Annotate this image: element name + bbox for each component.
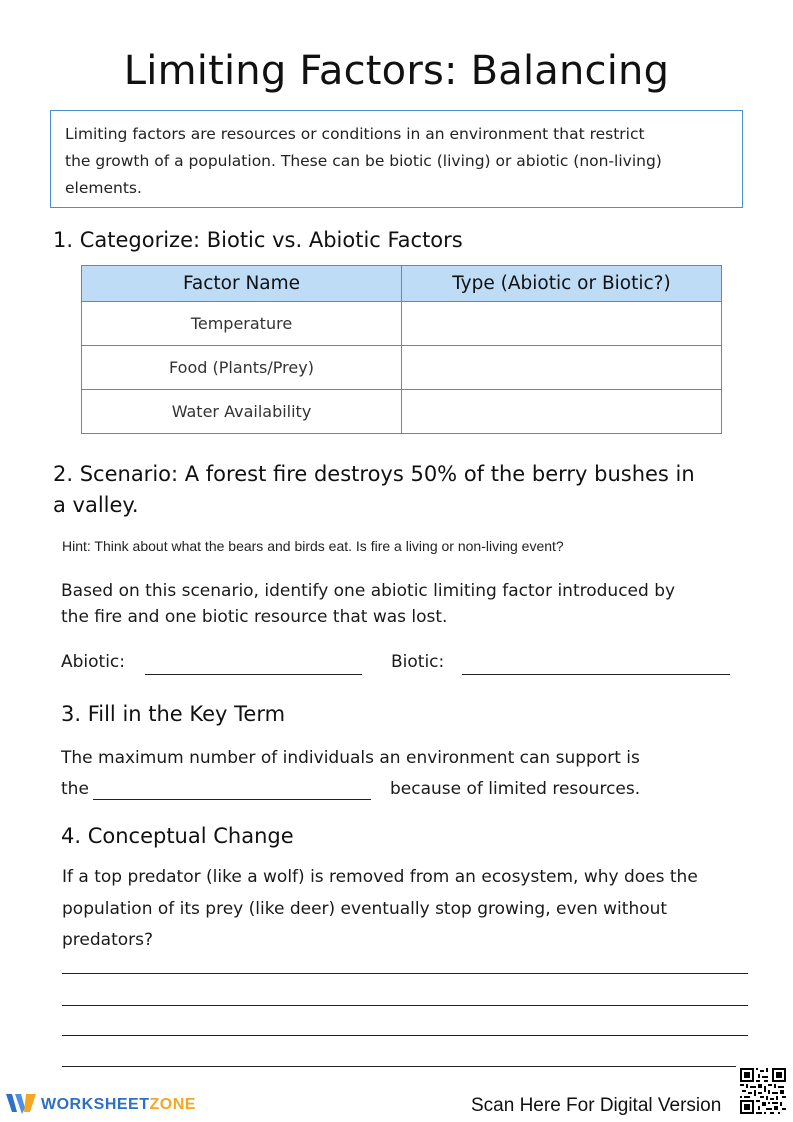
worksheet-zone-logo-icon: [6, 1092, 38, 1116]
table-header-type: Type (Abiotic or Biotic?): [402, 266, 722, 302]
scan-text: Scan Here For Digital Version: [471, 1095, 722, 1116]
table-cell-factor: Water Availability: [82, 390, 402, 434]
conceptual-question-line-3: predators?: [62, 930, 154, 950]
intro-line-1: Limiting factors are resources or conditions in an environment that restrict: [65, 125, 645, 143]
intro-box: [50, 110, 743, 208]
conceptual-question-line-2: population of its prey (like deer) eventually stop growing, even without: [62, 898, 668, 919]
key-term-line-2-end: because of limited resources.: [390, 779, 641, 799]
table-cell-answer[interactable]: [402, 346, 722, 390]
key-term-line-2-start: the: [61, 779, 89, 799]
table-cell-factor: Temperature: [82, 302, 402, 346]
table-cell-answer[interactable]: [402, 302, 722, 346]
scenario-prompt: [61, 578, 675, 630]
answer-line[interactable]: [62, 1035, 748, 1036]
section-2-heading-line-1: 2. Scenario: A forest fire destroys 50% of the berry bushes in: [53, 462, 695, 486]
section-3-heading: 3. Fill in the Key Term: [61, 702, 286, 726]
answer-line[interactable]: [62, 973, 748, 974]
table-header-row: [82, 266, 722, 302]
scenario-prompt-line-2: the fire and one biotic resource that was lost.: [61, 607, 448, 627]
table-cell-factor: Food (Plants/Prey): [82, 346, 402, 390]
biotic-answer-line[interactable]: [462, 674, 730, 675]
page-title: Limiting Factors: Balancing: [123, 48, 670, 94]
table-cell-answer[interactable]: [402, 390, 722, 434]
abiotic-answer-line[interactable]: [145, 674, 362, 675]
answer-line[interactable]: [62, 1005, 748, 1006]
brand-name: [41, 1096, 196, 1114]
key-term-line-1: The maximum number of individuals an environment can support is: [61, 748, 640, 768]
table-header-factor-name: Factor Name: [82, 266, 402, 302]
brand-name-part-2: ZONE: [149, 1096, 196, 1113]
hint-text: Hint: Think about what the bears and birds eat. Is fire a living or non-living event?: [62, 538, 564, 554]
section-2-heading-line-2: a valley.: [53, 493, 139, 517]
scenario-prompt-line-1: Based on this scenario, identify one abiotic limiting factor introduced by: [61, 581, 676, 601]
table-row: [82, 302, 722, 346]
abiotic-label: Abiotic:: [61, 652, 126, 672]
answer-line[interactable]: [62, 1066, 736, 1067]
section-4-heading: 4. Conceptual Change: [61, 824, 294, 848]
intro-line-3: elements.: [65, 179, 142, 197]
intro-line-2: the growth of a population. These can be biotic (living) or abiotic (non-living): [65, 152, 662, 170]
table-row: [82, 346, 722, 390]
brand-name-part-1: WORKSHEET: [41, 1096, 150, 1113]
table-row: [82, 390, 722, 434]
key-term-answer-line[interactable]: [93, 799, 371, 800]
section-1-heading: 1. Categorize: Biotic vs. Abiotic Factors: [53, 228, 463, 252]
conceptual-question: [62, 862, 698, 957]
conceptual-question-line-1: If a top predator (like a wolf) is removed from an ecosystem, why does the: [62, 867, 698, 887]
qr-code-icon[interactable]: [740, 1068, 786, 1114]
section-2-heading: [53, 459, 695, 521]
biotic-label: Biotic:: [391, 652, 445, 672]
factors-table: [81, 265, 722, 434]
